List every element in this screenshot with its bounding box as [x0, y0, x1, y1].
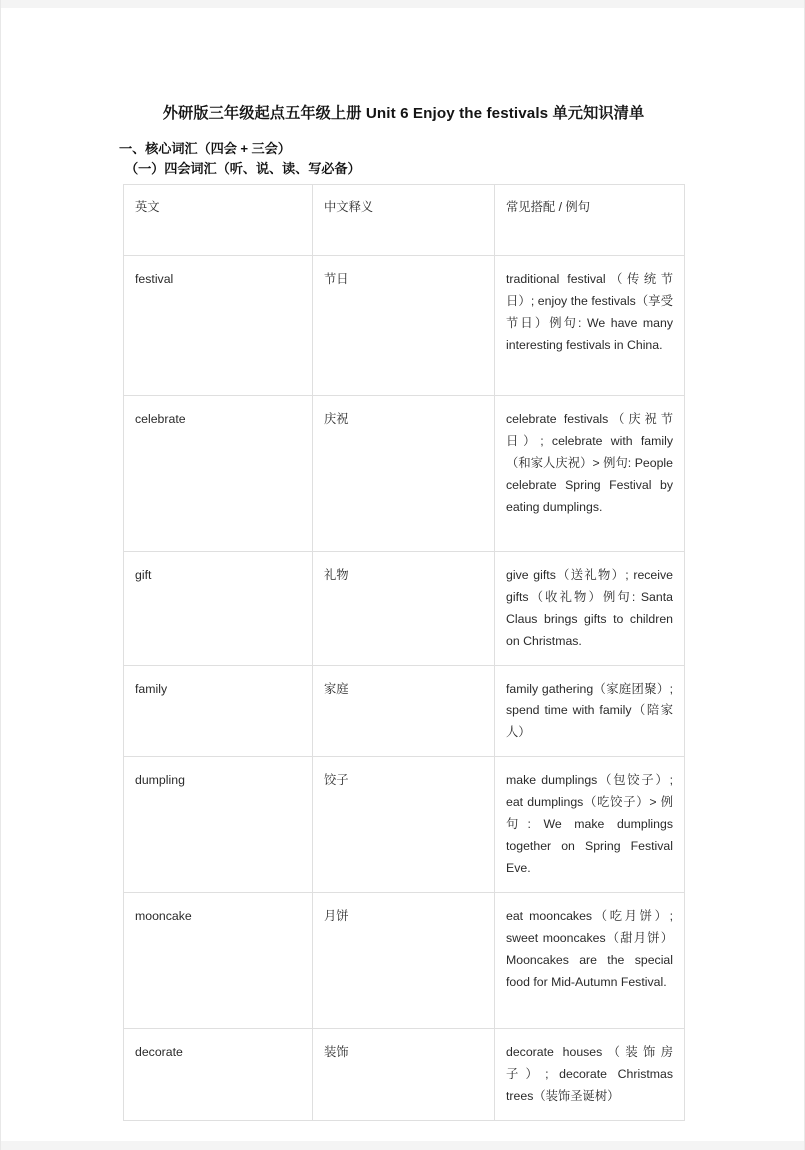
word-usage: family gathering（家庭团聚）; spend time with family（陪家人）	[495, 665, 685, 757]
word-usage: celebrate festivals（庆祝节日）; celebrate with family（和家人庆祝）> 例句: People celebrate Spring Festival by eating dumplings.	[495, 396, 685, 552]
table-row	[124, 757, 685, 893]
table-header-row	[124, 185, 685, 256]
word-chinese: 家庭	[313, 665, 495, 757]
word-english: gift	[124, 552, 313, 666]
column-header-english: 英文	[124, 185, 313, 256]
word-english: family	[124, 665, 313, 757]
word-usage: eat mooncakes（吃月饼）; sweet mooncakes（甜月饼）Mooncakes are the special food for Mid-Autumn Festival.	[495, 893, 685, 1029]
table-row	[124, 1029, 685, 1121]
word-usage: decorate houses（装饰房子）; decorate Christmas trees（装饰圣诞树）	[495, 1029, 685, 1121]
table-row	[124, 396, 685, 552]
word-chinese: 节日	[313, 256, 495, 396]
table-row	[124, 893, 685, 1029]
table-row	[124, 552, 685, 666]
word-english: decorate	[124, 1029, 313, 1121]
document-content	[1, 8, 805, 179]
sub-heading-four-skills-vocabulary: （一）四会词汇（听、说、读、写必备）	[125, 160, 361, 176]
word-english: dumpling	[124, 757, 313, 893]
word-english: mooncake	[124, 893, 313, 1029]
page-bottom-margin-band	[1, 1141, 805, 1150]
page-top-margin-band	[1, 0, 805, 8]
table-row	[124, 665, 685, 757]
vocabulary-table	[123, 184, 685, 1121]
word-usage: make dumplings（包饺子）; eat dumplings（吃饺子）> 例句: We make dumplings together on Spring Festival Eve.	[495, 757, 685, 893]
word-usage: traditional festival（传统节日）; enjoy the festivals（享受节日）例句: We have many interesting festivals in China.	[495, 256, 685, 396]
word-english: celebrate	[124, 396, 313, 552]
word-usage: give gifts（送礼物）; receive gifts（收礼物）例句: Santa Claus brings gifts to children on Christmas.	[495, 552, 685, 666]
word-english: festival	[124, 256, 313, 396]
word-chinese: 装饰	[313, 1029, 495, 1121]
word-chinese: 饺子	[313, 757, 495, 893]
column-header-chinese: 中文释义	[313, 185, 495, 256]
column-header-usage: 常见搭配 / 例句	[495, 185, 685, 256]
word-chinese: 庆祝	[313, 396, 495, 552]
section-heading-core-vocabulary: 一、核心词汇（四会 + 三会）	[119, 141, 291, 157]
page-title: 外研版三年级起点五年级上册 Unit 6 Enjoy the festivals 单元知识清单	[162, 105, 645, 122]
table-row	[124, 256, 685, 396]
word-chinese: 礼物	[313, 552, 495, 666]
word-chinese: 月饼	[313, 893, 495, 1029]
